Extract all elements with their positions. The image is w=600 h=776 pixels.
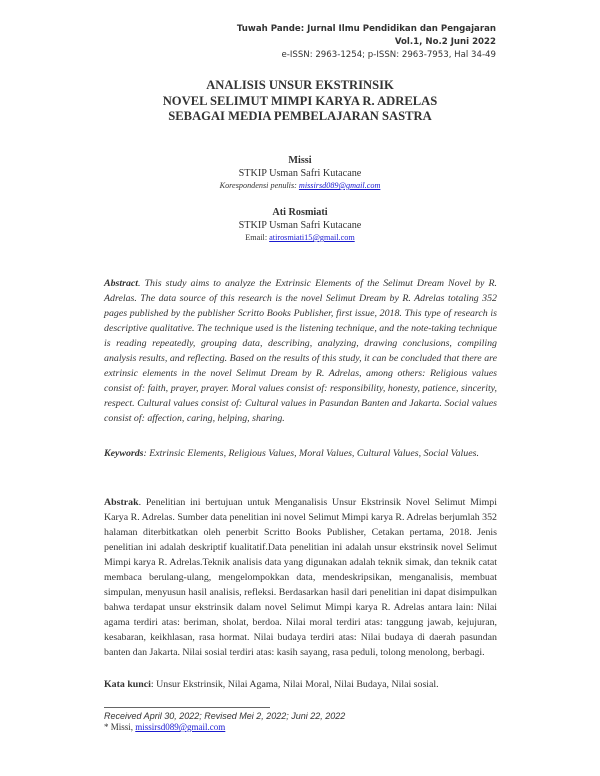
- author-name: Missi: [288, 155, 312, 166]
- abstrak-text: . Penelitian ini bertujuan untuk Menganalisis Unsur Ekstrinsik Novel Selimut Mimpi Karya R. Adrelas. Sumber data penelitian ini novel Selimut Mimpi karya R. Adrelas berjumlah 352 halaman diterbitkatkan oleh penerbit Scritto Books Publisher, Cetakan pertama, 2018. Jenis penelitian ini adalah deskriptif kualitatif.Data penelitian ini adalah unsur ekstrinsik novel Selimut Mimpi karya R. Adrelas.Teknik analisis data yang digunakan adalah teknik simak, dan teknik catat membaca berulang-ulang, mengelompokkan data, mendeskripsikan, menganalisis, membuat simpulan, menyusun hasil analisis, refleksi. Berdasarkan hasil dari penelitian ini dapat disimpulkan bahwa terdapat unsur ekstrinsik dalam novel Selimut Mimpi karya R. Adrelas antara lain: Nilai agama terdiri atas: beriman, sholat, berdoa. Nilai moral terdiri atas: tanggung jawab, kejujuran, kesabaran, keikhlasan, rasa hormat. Nilai budaya terdiri atas: Nilai budaya di daerah pasundan banten dan Jakarta. Nilai sosial terdiri atas: kasih sayang, rasa peduli, tolong menolong, berbagi.: [104, 497, 497, 659]
- keywords-label: Keywords: [104, 448, 144, 459]
- author-affiliation: STKIP Usman Safri Kutacane: [238, 219, 362, 231]
- paper-title: [0, 78, 600, 125]
- kata-kunci-label: Kata kunci: [104, 679, 151, 690]
- journal-issn: e-ISSN: 2963-1254; p-ISSN: 2963-7953, Hal 34-49: [281, 50, 496, 60]
- keywords-indonesian: [104, 677, 497, 692]
- author-block-1: [0, 155, 600, 193]
- contact-label: Korespondensi penulis:: [219, 181, 297, 190]
- kata-kunci-text: : Unsur Ekstrinsik, Nilai Agama, Nilai Moral, Nilai Budaya, Nilai sosial.: [150, 679, 439, 690]
- abstract-indonesian: [104, 495, 497, 661]
- footnote-divider: [104, 707, 270, 708]
- abstract-text: . This study aims to analyze the Extrinsic Elements of the Selimut Dream Novel by R. Adrelas. The data source of this research is the novel Selimut Dream by R. Adrelas totaling 352 pages published by the publisher Scritto Books Publisher, first issue, 2018. This type of research is descriptive qualitative. The technique used is the listening technique, and the note-taking technique is reading repeatedly, grouping data, describing, analyzing, drawing conclusions, compiling analysis results, and reflecting. Based on the results of this study, it can be concluded that there are extrinsic elements in the novel Selimut Dream by R. Adrelas, among others: Religious values consist of: faith, prayer, prayer. Moral values consist of: responsibility, honesty, patience, sincerity, respect. Cultural values consist of: Cultural values in Pasundan Banten and Jakarta. Social values consist of: affection, caring, helping, sharing.: [104, 278, 497, 425]
- abstract-label: Abstract: [104, 278, 139, 289]
- footer-email-link[interactable]: missirsd089@gmail.com: [135, 722, 226, 732]
- title-line-3: SEBAGAI MEDIA PEMBELAJARAN SASTRA: [168, 109, 432, 123]
- received-dates: Received April 30, 2022; Revised Mei 2, 2022; Juni 22, 2022: [104, 711, 346, 721]
- author-affiliation: STKIP Usman Safri Kutacane: [238, 167, 362, 179]
- keywords-text: : Extrinsic Elements, Religious Values, Moral Values, Cultural Values, Social Values.: [143, 448, 479, 459]
- keywords-english: [104, 446, 497, 461]
- journal-volume: Vol.1, No.2 Juni 2022: [394, 37, 496, 47]
- author-contact: [0, 232, 600, 245]
- email-link[interactable]: atirosmiati15@gmail.com: [269, 233, 355, 242]
- corresponding-author-note: [104, 722, 225, 733]
- author-prefix: * Missi,: [104, 722, 134, 732]
- author-contact: [0, 180, 600, 193]
- contact-label: Email:: [245, 233, 268, 242]
- journal-header: [237, 23, 496, 62]
- abstract-english: [104, 276, 497, 426]
- author-name: Ati Rosmiati: [272, 207, 328, 218]
- email-link[interactable]: missirsd089@gmail.com: [298, 181, 381, 190]
- title-line-1: ANALISIS UNSUR EKSTRINSIK: [206, 78, 394, 92]
- title-line-2: NOVEL SELIMUT MIMPI KARYA R. ADRELAS: [162, 93, 438, 108]
- abstrak-label: Abstrak: [104, 497, 139, 508]
- journal-name: Tuwah Pande: Jurnal Ilmu Pendidikan dan Pengajaran: [236, 24, 496, 34]
- author-block-2: [0, 207, 600, 245]
